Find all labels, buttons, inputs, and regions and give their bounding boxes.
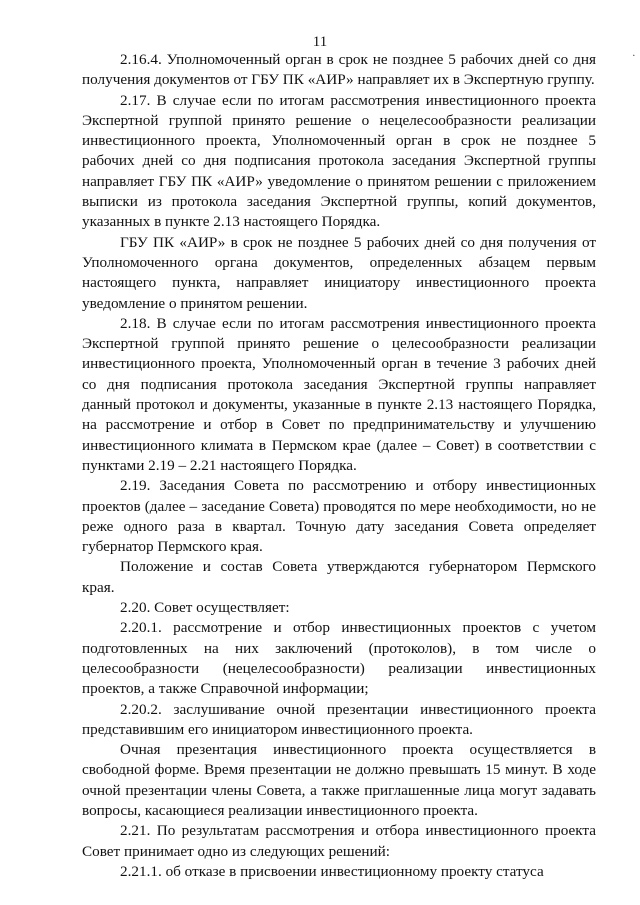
paragraph-2-17: 2.17. В случае если по итогам рассмотрения инвестиционного проекта Экспертной группой принято решение о нецелесообразности реализации инвестиционного проекта, Уполномоченный орган в срок не позднее 5 рабочих дней со дня подписания протокола заседания Экспертной группы направляет ГБУ ПК «АИР» уведомление о принятом решении с приложением выписки из протокола заседания Экспертной группы, копий документов, указанных в пункте 2.13 настоящего Порядка. [82, 91, 596, 231]
page-number: 11 [312, 34, 328, 50]
paragraph-2-21-1: 2.21.1. об отказе в присвоении инвестиционному проекту статуса [120, 862, 544, 880]
paragraph-2-16-4: 2.16.4. Уполномоченный орган в срок не позднее 5 рабочих дней со дня получения документов от ГБУ ПК «АИР» направляет их в Экспертную группу. [82, 51, 596, 89]
paragraph-presentation: Очная презентация инвестиционного проекта осуществляется в свободной форме. Время презентации не должно превышать 15 минут. В ходе очной презентации члены Совета, а также приглашенные лица могут задавать вопросы, касающиеся реализации инвестиционного проекта. [82, 741, 596, 819]
paragraph-2-20-2: 2.20.2. заслушивание очной презентации инвестиционного проекта представившим его инициатором инвестиционного проекта. [82, 700, 596, 738]
paragraph-2-18: 2.18. В случае если по итогам рассмотрения инвестиционного проекта Экспертной группой принято решение о целесообразности реализации инвестиционного проекта, Уполномоченный орган в течение 3 рабочих дней со дня подписания протокола заседания Экспертной группы направляет данный протокол и документы, указанные в пункте 2.13 настоящего Порядка, на рассмотрение и отбор в Совет по предпринимательству и улучшению инвестиционного климата в Пермском крае (далее – Совет) в соответствии с пунктами 2.19 – 2.21 настоящего Порядка. [82, 314, 596, 474]
document-body [82, 50, 596, 882]
paragraph-2-17-notice: ГБУ ПК «АИР» в срок не позднее 5 рабочих дней со дня получения от Уполномоченного органа документов, определенных абзацем первым настоящего пункта, направляет инициатору инвестиционного проекта уведомление о принятом решении. [82, 233, 596, 312]
paragraph-2-20: 2.20. Совет осуществляет: [120, 599, 290, 617]
margin-mark: ˙ [631, 51, 636, 66]
paragraph-2-21: 2.21. По результатам рассмотрения и отбора инвестиционного проекта Совет принимает одно из следующих решений: [82, 822, 596, 860]
paragraph-2-19: 2.19. Заседания Совета по рассмотрению и отбору инвестиционных проектов (далее – заседание Совета) проводятся по мере необходимости, но не реже одного раза в квартал. Точную дату заседания Совета определяет губернатор Пермского края. [82, 477, 596, 556]
paragraph-council-composition: Положение и состав Совета утверждаются губернатором Пермского края. [82, 558, 596, 596]
paragraph-2-20-1: 2.20.1. рассмотрение и отбор инвестиционных проектов с учетом подготовленных на них заключений (протоколов), в том числе о целесообразности (нецелесообразности) реализации инвестиционных проектов, а также Справочной информации; [82, 619, 596, 698]
